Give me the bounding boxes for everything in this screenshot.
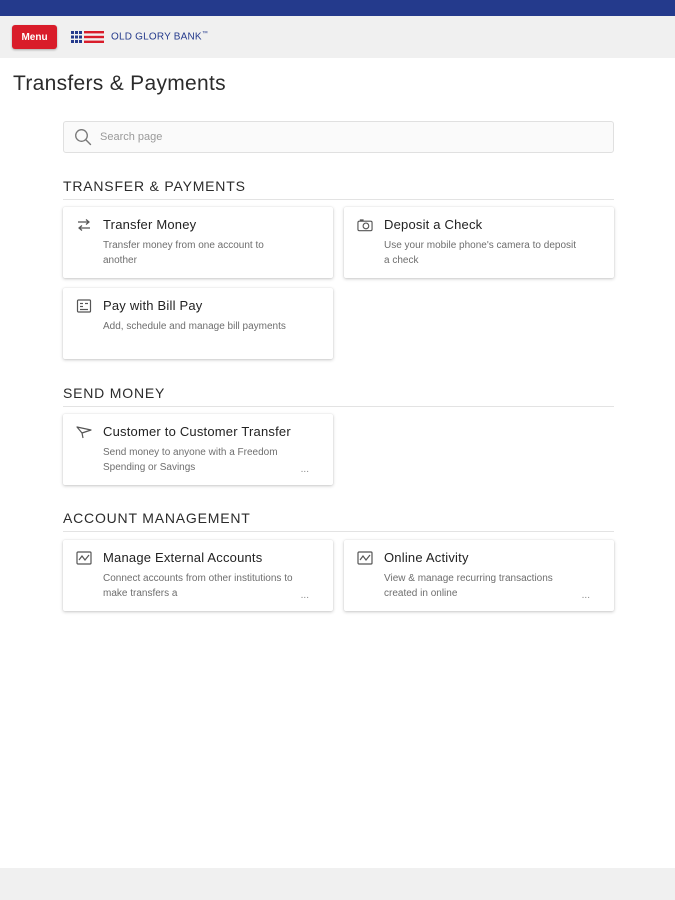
card-transfer-money[interactable]: [63, 207, 333, 278]
card-title: Customer to Customer Transfer: [103, 424, 291, 439]
card-deposit-check[interactable]: [344, 207, 614, 278]
card-description: View & manage recurring transactions created in online: [384, 573, 553, 599]
search-bar[interactable]: [63, 121, 614, 153]
card-title: Pay with Bill Pay: [103, 298, 203, 313]
activity-chart-icon: [76, 551, 92, 565]
section-title-send-money: SEND MONEY: [63, 385, 614, 407]
activity-chart-icon: [357, 551, 373, 565]
flag-logo-icon: [71, 30, 105, 44]
top-brand-bar: [0, 0, 675, 16]
card-description: Add, schedule and manage bill payments: [103, 321, 286, 332]
card-title: Transfer Money: [103, 217, 197, 232]
card-title: Deposit a Check: [384, 217, 483, 232]
search-icon: [74, 128, 92, 146]
card-description: Send money to anyone with a Freedom Spending or Savings: [103, 447, 278, 473]
bank-logo[interactable]: [71, 30, 208, 44]
search-input[interactable]: [100, 131, 580, 143]
card-title: Online Activity: [384, 550, 469, 565]
more-ellipsis: ...: [581, 590, 590, 601]
card-manage-external-accounts[interactable]: [63, 540, 333, 611]
more-ellipsis: ...: [300, 590, 309, 601]
paper-plane-icon: [76, 425, 92, 439]
transfer-arrows-icon: [76, 218, 92, 232]
card-description: Transfer money from one account to another: [103, 240, 264, 266]
more-ellipsis: ...: [300, 464, 309, 475]
card-bill-pay[interactable]: [63, 288, 333, 359]
camera-icon: [357, 218, 373, 232]
menu-button[interactable]: Menu: [12, 25, 57, 49]
footer-bar: [0, 868, 675, 900]
section-title-account-management: ACCOUNT MANAGEMENT: [63, 510, 614, 532]
logo-text: OLD GLORY BANK™: [111, 31, 209, 43]
card-description: Use your mobile phone's camera to deposit a check: [384, 240, 577, 266]
page-title: Transfers & Payments: [13, 72, 226, 95]
card-customer-transfer[interactable]: [63, 414, 333, 485]
section-title-transfer-payments: TRANSFER & PAYMENTS: [63, 178, 614, 200]
card-online-activity[interactable]: [344, 540, 614, 611]
card-title: Manage External Accounts: [103, 550, 263, 565]
app-header: [0, 16, 675, 58]
bill-icon: [76, 299, 92, 313]
card-description: Connect accounts from other institutions to make transfers a: [103, 573, 293, 599]
